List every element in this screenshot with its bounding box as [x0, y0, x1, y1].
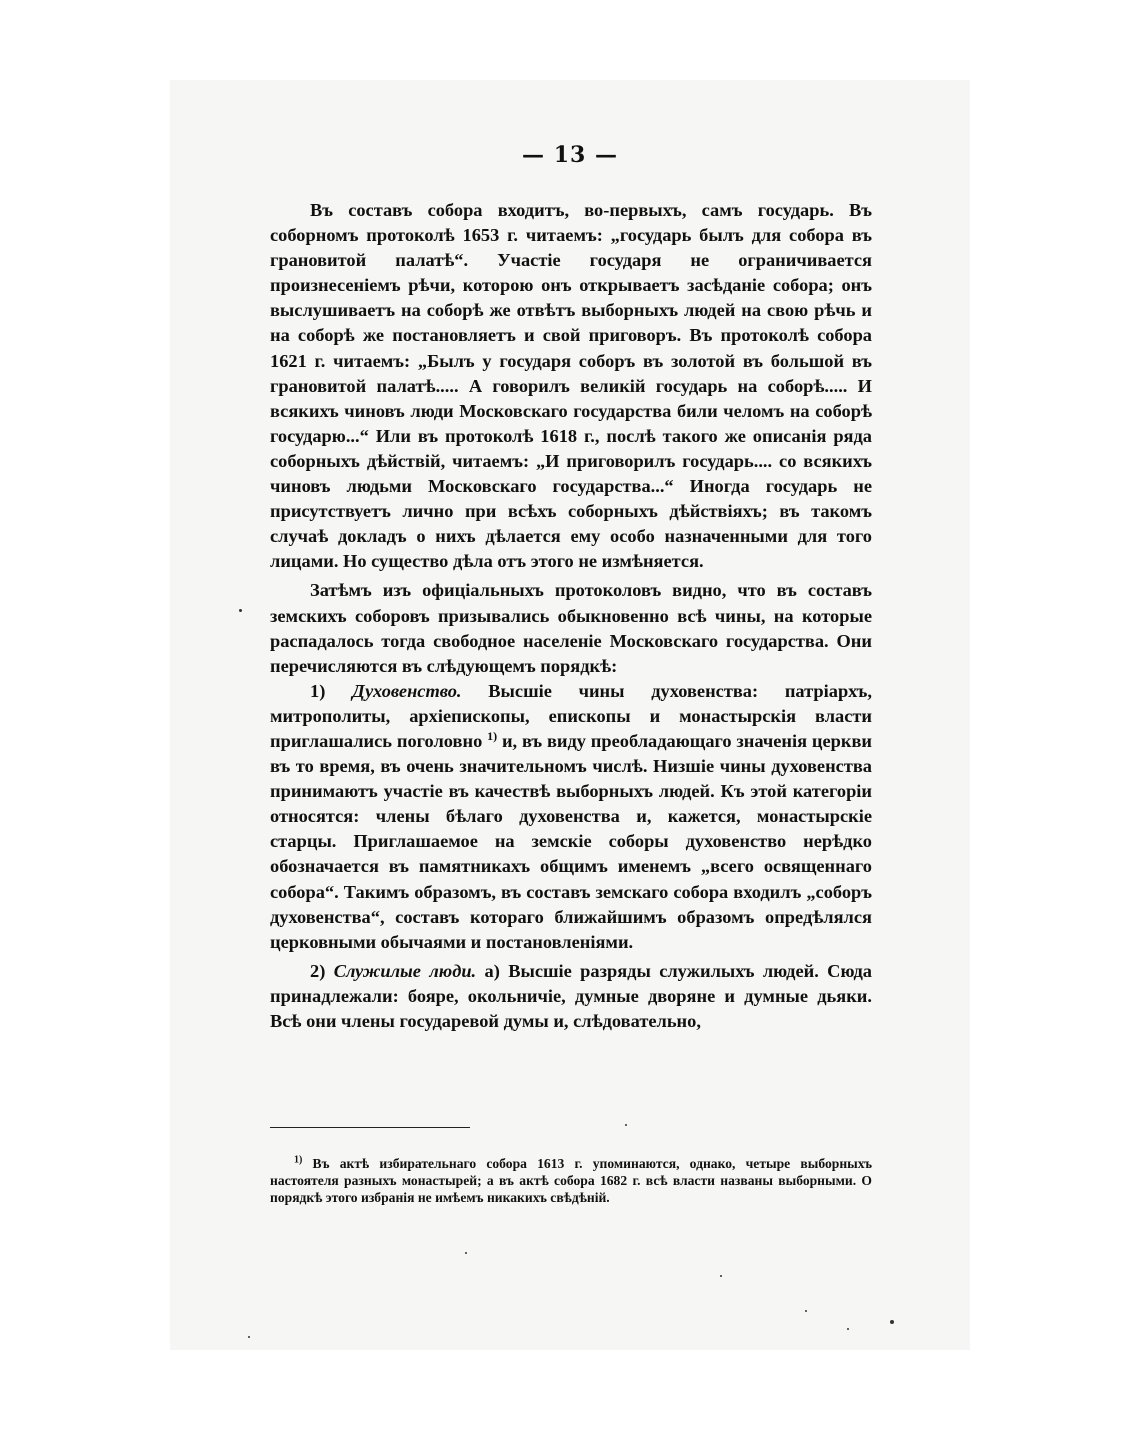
paragraph-service-people [270, 959, 872, 1034]
footnote-marker: 1) [294, 1154, 303, 1166]
list-number: 1) [310, 680, 326, 701]
clergy-text-b: и, въ виду преобладающаго значенія церкви въ то время, въ очень значительномъ числѣ. Низшіе чины духовенства принимаютъ участіе въ качествѣ выборныхъ людей. Къ этой категоріи относятся: члены бѣлаго духовенства и, кажется, монастырскіе старцы. Приглашаемое на земскіе соборы духовенство нерѣдко обозначается въ памятникахъ общимъ именемъ „всего освященнаго собора“. Такимъ образомъ, въ составъ земскаго собора входилъ „соборъ духовенства“, составъ котораго ближайшимъ образомъ опредѣлялся церковными обычаями и постановленіями. [270, 730, 872, 952]
paragraph-2: Затѣмъ изъ офиціальныхъ протоколовъ видно, что въ составъ земскихъ соборовъ призывались обыкновенно всѣ чины, на которые распадалось тогда свободное населеніе Московскаго государства. Они перечисляются въ слѣдующемъ порядкѣ: [270, 580, 872, 676]
service-people-text: а) Высшіе разряды служилыхъ людей. Сюда принадлежали: бояре, окольничіе, думные дворяне и думные дьяки. Всѣ они члены государевой думы и, слѣдовательно, [270, 960, 872, 1031]
list-number: 2) [310, 960, 326, 981]
body-text [270, 198, 872, 1034]
paragraph-clergy [270, 679, 872, 955]
scan-speck [465, 1252, 467, 1254]
scan-speck [248, 1336, 250, 1338]
scan-speck [890, 1320, 894, 1324]
scan-speck [805, 1310, 807, 1312]
page-number: — 13 — [522, 142, 618, 168]
section-term: Духовенство. [352, 680, 462, 701]
footnote-text: Въ актѣ избирательнаго собора 1613 г. упоминаются, однако, четыре выборныхъ настоятеля разныхъ монастырей; а въ актѣ собора 1682 г. всѣ власти названы выборными. О порядкѣ этого избранія не имѣемъ никакихъ свѣдѣній. [270, 1156, 872, 1205]
section-term: Служилые люди. [333, 960, 477, 981]
footnote-divider [270, 1127, 470, 1128]
scan-speck [625, 1124, 627, 1126]
scan-speck [720, 1275, 722, 1277]
footnote-reference: 1) [487, 728, 498, 743]
footnote [270, 1155, 872, 1206]
clergy-text-a: Высшіе чины духовенства: патріархъ, митрополиты, архіепископы, епископы и монастырскія власти приглашались поголовно [270, 680, 872, 751]
paragraph-1: Въ составъ собора входитъ, во-первыхъ, самъ государь. Въ соборномъ протоколѣ 1653 г. читаемъ: „государь былъ для собора въ грановитой палатѣ“. Участіе государя не ограничивается произнесеніемъ рѣчи, которою онъ открываетъ засѣданіе собора; онъ выслушиваетъ на соборѣ же отвѣтъ выборныхъ людей на свою рѣчь и на соборѣ же постановляетъ и свой приговоръ. Въ протоколѣ собора 1621 г. читаемъ: „Былъ у государя соборъ въ золотой въ большой въ грановитой палатѣ..... А говорилъ великій государь на соборѣ..... И всякихъ чиновъ люди Московскаго государства били челомъ на соборѣ государю...“ Или въ протоколѣ 1618 г., послѣ такого же описанія ряда соборныхъ дѣйствій, читаемъ: „И приговорилъ государь.... со всякихъ чиновъ людьми Московскаго государства...“ Иногда государь не присутствуетъ лично при всѣхъ соборныхъ дѣйствіяхъ; въ такомъ случаѣ докладъ о нихъ дѣлается ему особо назначенными для того лицами. Но существо дѣла отъ этого не измѣняется. [270, 200, 872, 572]
scan-speck [847, 1328, 849, 1330]
scan-speck [239, 609, 242, 612]
